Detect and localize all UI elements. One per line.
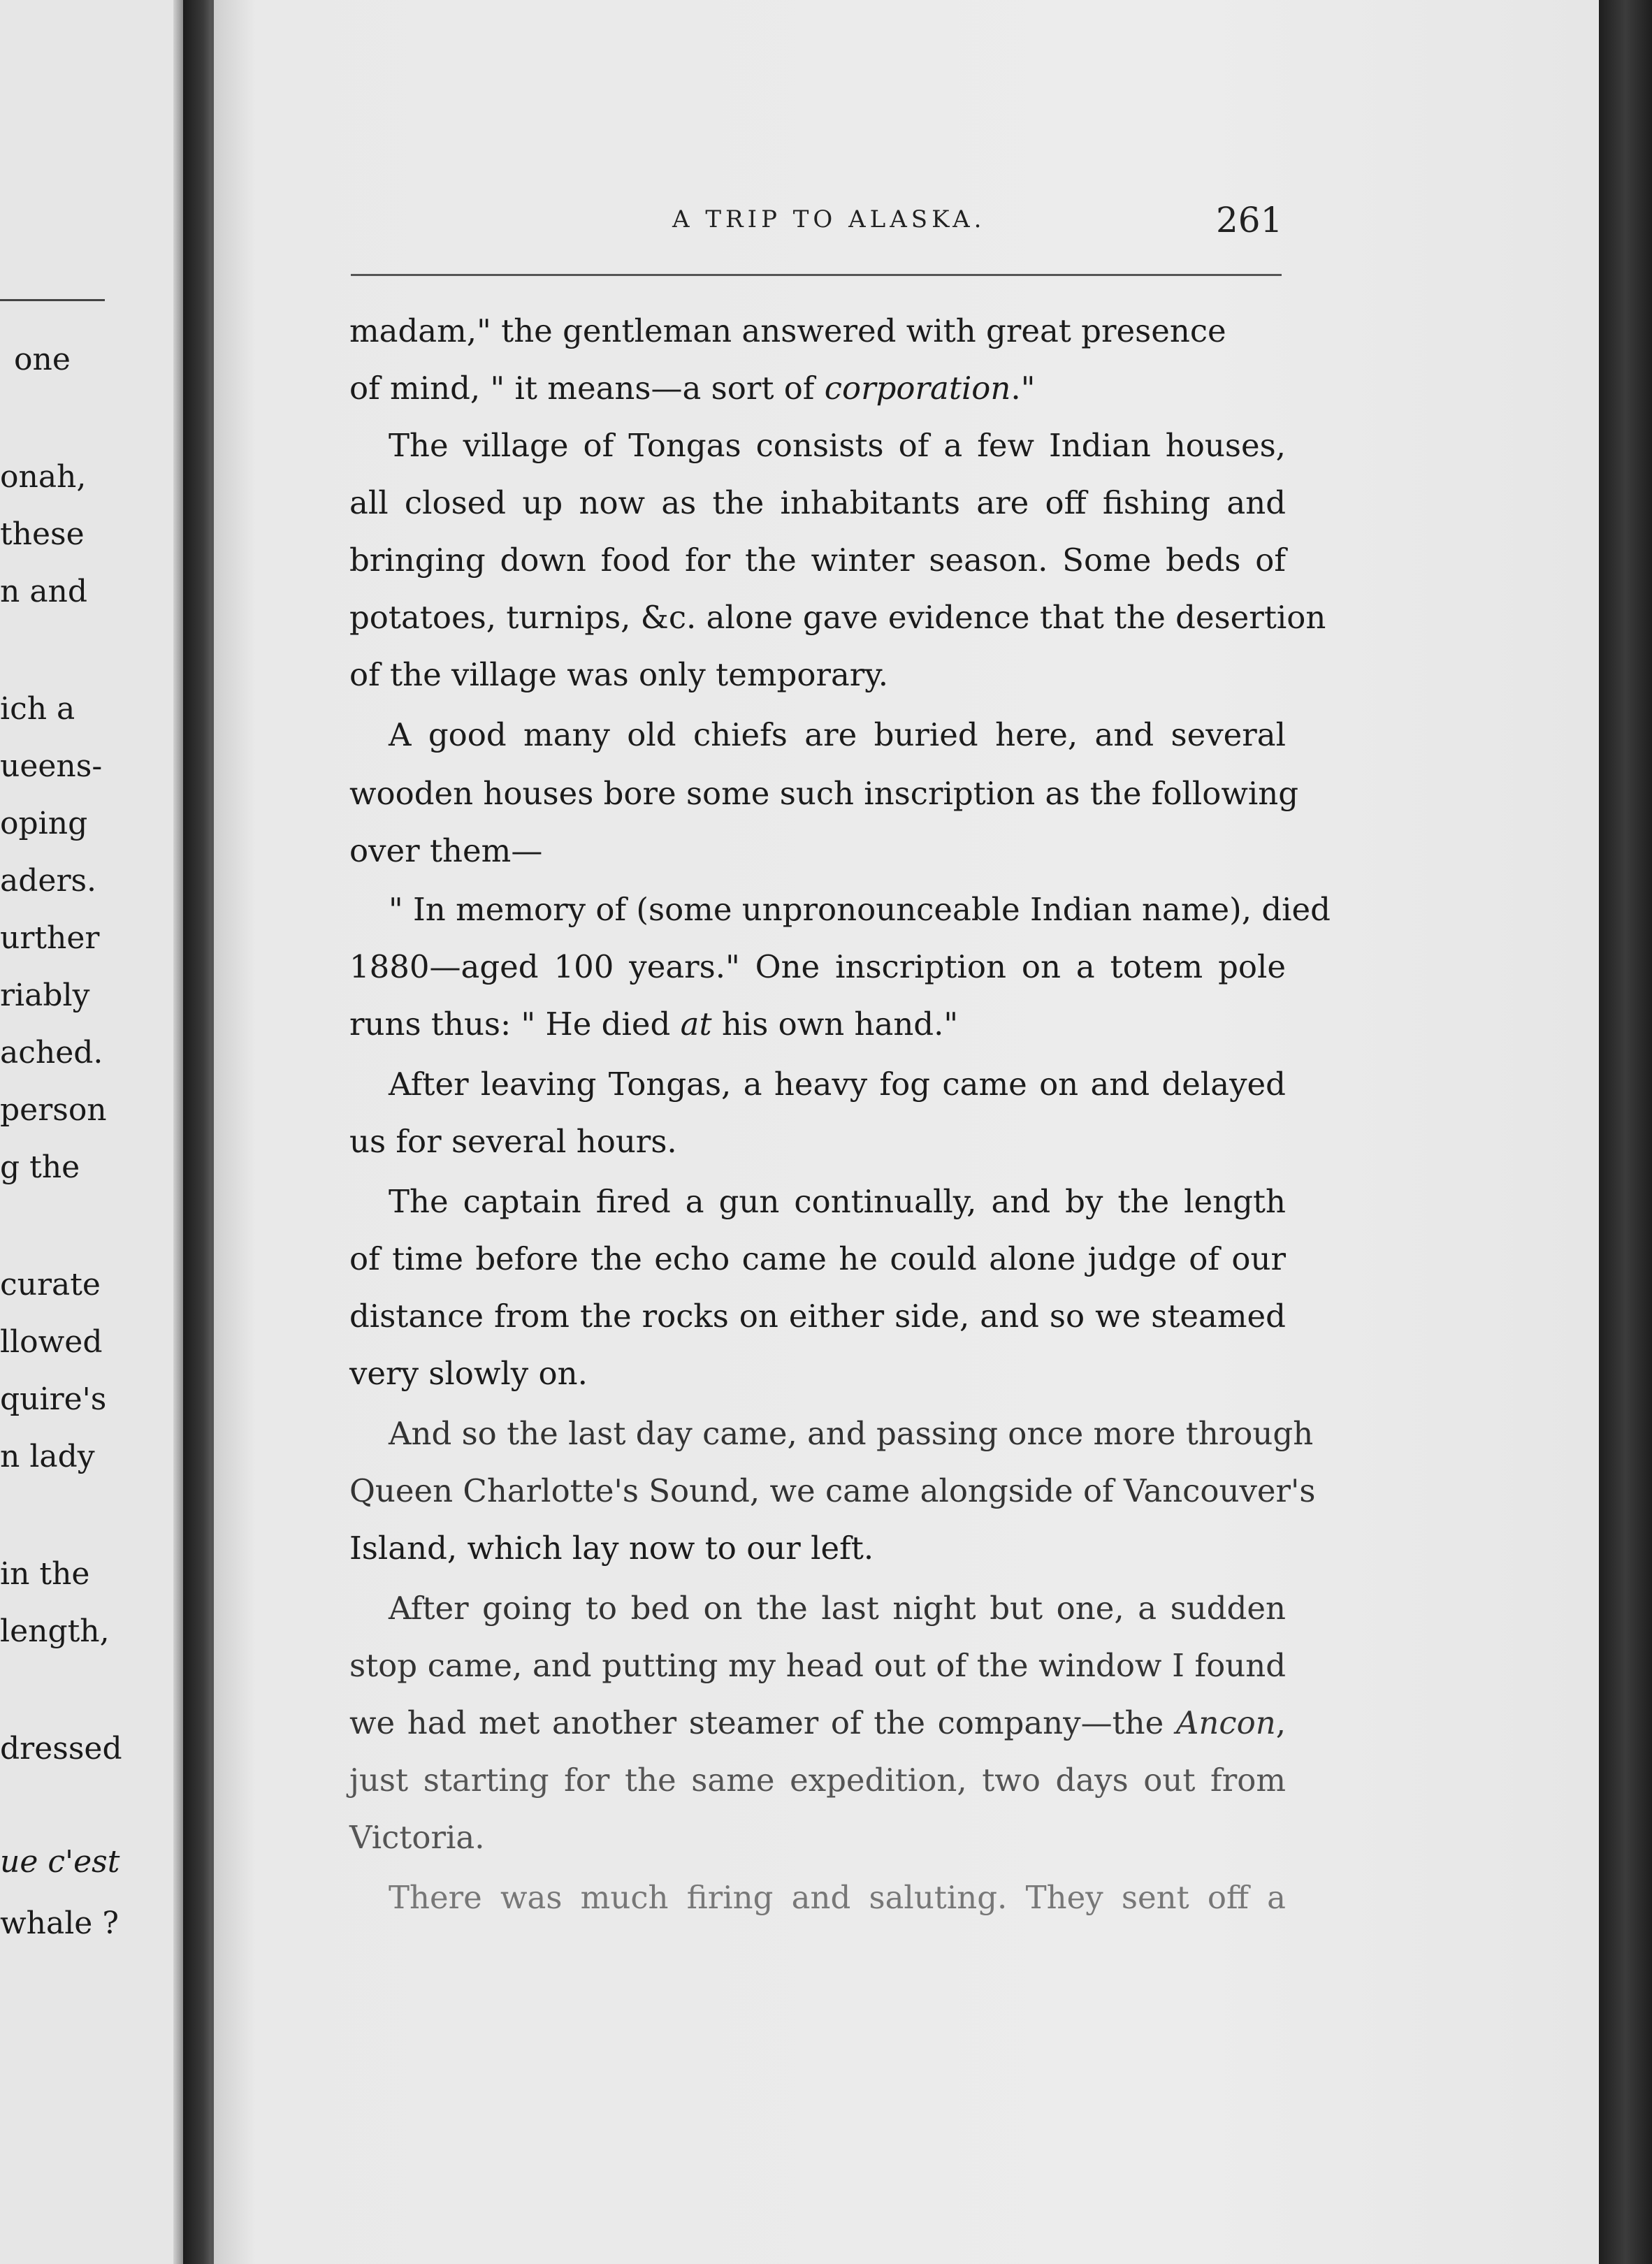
text-line-content: runs thus: " He died at his own hand." (349, 1006, 959, 1043)
italic-word: corporation (824, 370, 1011, 407)
text-line: The captain fired a gun continually, and by the length (389, 1183, 1286, 1220)
text-line: stop came, and putting my head out of the window I found (349, 1647, 1286, 1684)
left-page-text-fragment: in the (0, 1556, 90, 1592)
text-line: After going to bed on the last night but one, a sudden (389, 1590, 1286, 1627)
left-page-text-fragment: ueens- (0, 748, 103, 784)
text-line: just starting for the same expedition, two days out from (349, 1762, 1286, 1799)
left-page-text-fragment: these (0, 516, 85, 552)
text-line: us for several hours. (349, 1123, 677, 1160)
left-page-text-fragment: dressed (0, 1731, 122, 1766)
running-title: A TRIP TO ALASKA. (672, 205, 986, 233)
left-page-text-fragment: g the (0, 1149, 80, 1185)
text-line: wooden houses bore some such inscription as the following (349, 775, 1299, 812)
header-rule (351, 274, 1282, 276)
left-page-text-fragment: ue c'est (0, 1844, 120, 1880)
page-number: 261 (1216, 200, 1283, 240)
text-line: distance from the rocks on either side, and so we steamed (349, 1298, 1286, 1335)
text-line-content: we had met another steamer of the company—the Ancon, (349, 1704, 1286, 1741)
left-page-text-fragment: llowed (0, 1324, 103, 1360)
left-page-text-fragment: riably (0, 978, 90, 1013)
left-page-text-fragment: ached. (0, 1035, 103, 1071)
text-line: of the village was only temporary. (349, 656, 889, 693)
text-line (349, 1005, 1286, 1044)
text-line: bringing down food for the winter season. Some beds of (349, 542, 1286, 579)
left-page-text-fragment: aders. (0, 863, 97, 899)
text-line-content: of mind, " it means—a sort of corporation." (349, 370, 1036, 407)
text-line: 1880—aged 100 years." One inscription on a totem pole (349, 948, 1286, 985)
left-page-text-fragment: n lady (0, 1439, 95, 1474)
text-line (349, 369, 1286, 408)
left-page-text-fragment: onah, (0, 459, 87, 495)
text-line (349, 1704, 1286, 1743)
text-line: potatoes, turnips, &c. alone gave evidence that the desertion (349, 599, 1326, 636)
text-line: Island, which lay now to our left. (349, 1530, 874, 1567)
left-page-text-fragment: n and (0, 574, 88, 609)
left-page-text-fragment: ich a (0, 691, 75, 727)
text-line: The village of Tongas consists of a few Indian houses, (389, 427, 1286, 464)
left-facing-page (0, 0, 183, 2264)
text-line: all closed up now as the inhabitants are off fishing and (349, 484, 1286, 521)
text-line: Victoria. (349, 1819, 485, 1856)
left-page-rule (0, 299, 105, 301)
text-line: of time before the echo came he could alone judge of our (349, 1240, 1286, 1277)
left-page-text-fragment: oping (0, 806, 88, 841)
italic-word: Ancon (1175, 1704, 1276, 1741)
left-page-gutter (173, 0, 183, 2264)
left-page-text-fragment: quire's (0, 1381, 107, 1417)
left-page-text-fragment: whale ? (0, 1906, 119, 1941)
text-line: And so the last day came, and passing once more through (389, 1415, 1314, 1452)
italic-word: at (680, 1006, 712, 1043)
text-line: over them— (349, 832, 543, 869)
left-page-text-fragment: length, (0, 1613, 110, 1649)
left-page-text-fragment: urther (0, 920, 100, 956)
right-page-edge (1599, 0, 1652, 2264)
text-line: Queen Charlotte's Sound, we came alongside of Vancouver's (349, 1472, 1316, 1509)
text-line: madam," the gentleman answered with great presence (349, 312, 1226, 349)
text-line: " In memory of (some unpronounceable Indian name), died (389, 891, 1331, 928)
text-line: After leaving Tongas, a heavy fog came on and delayed (389, 1066, 1286, 1103)
text-line: A good many old chiefs are buried here, and several (389, 716, 1286, 753)
left-page-text-fragment: curate (0, 1267, 101, 1302)
left-page-text-fragment: person (0, 1092, 107, 1128)
text-line: There was much firing and saluting. They sent off a (389, 1879, 1286, 1916)
text-line: very slowly on. (349, 1355, 588, 1392)
left-page-text-fragment: one (14, 342, 71, 377)
